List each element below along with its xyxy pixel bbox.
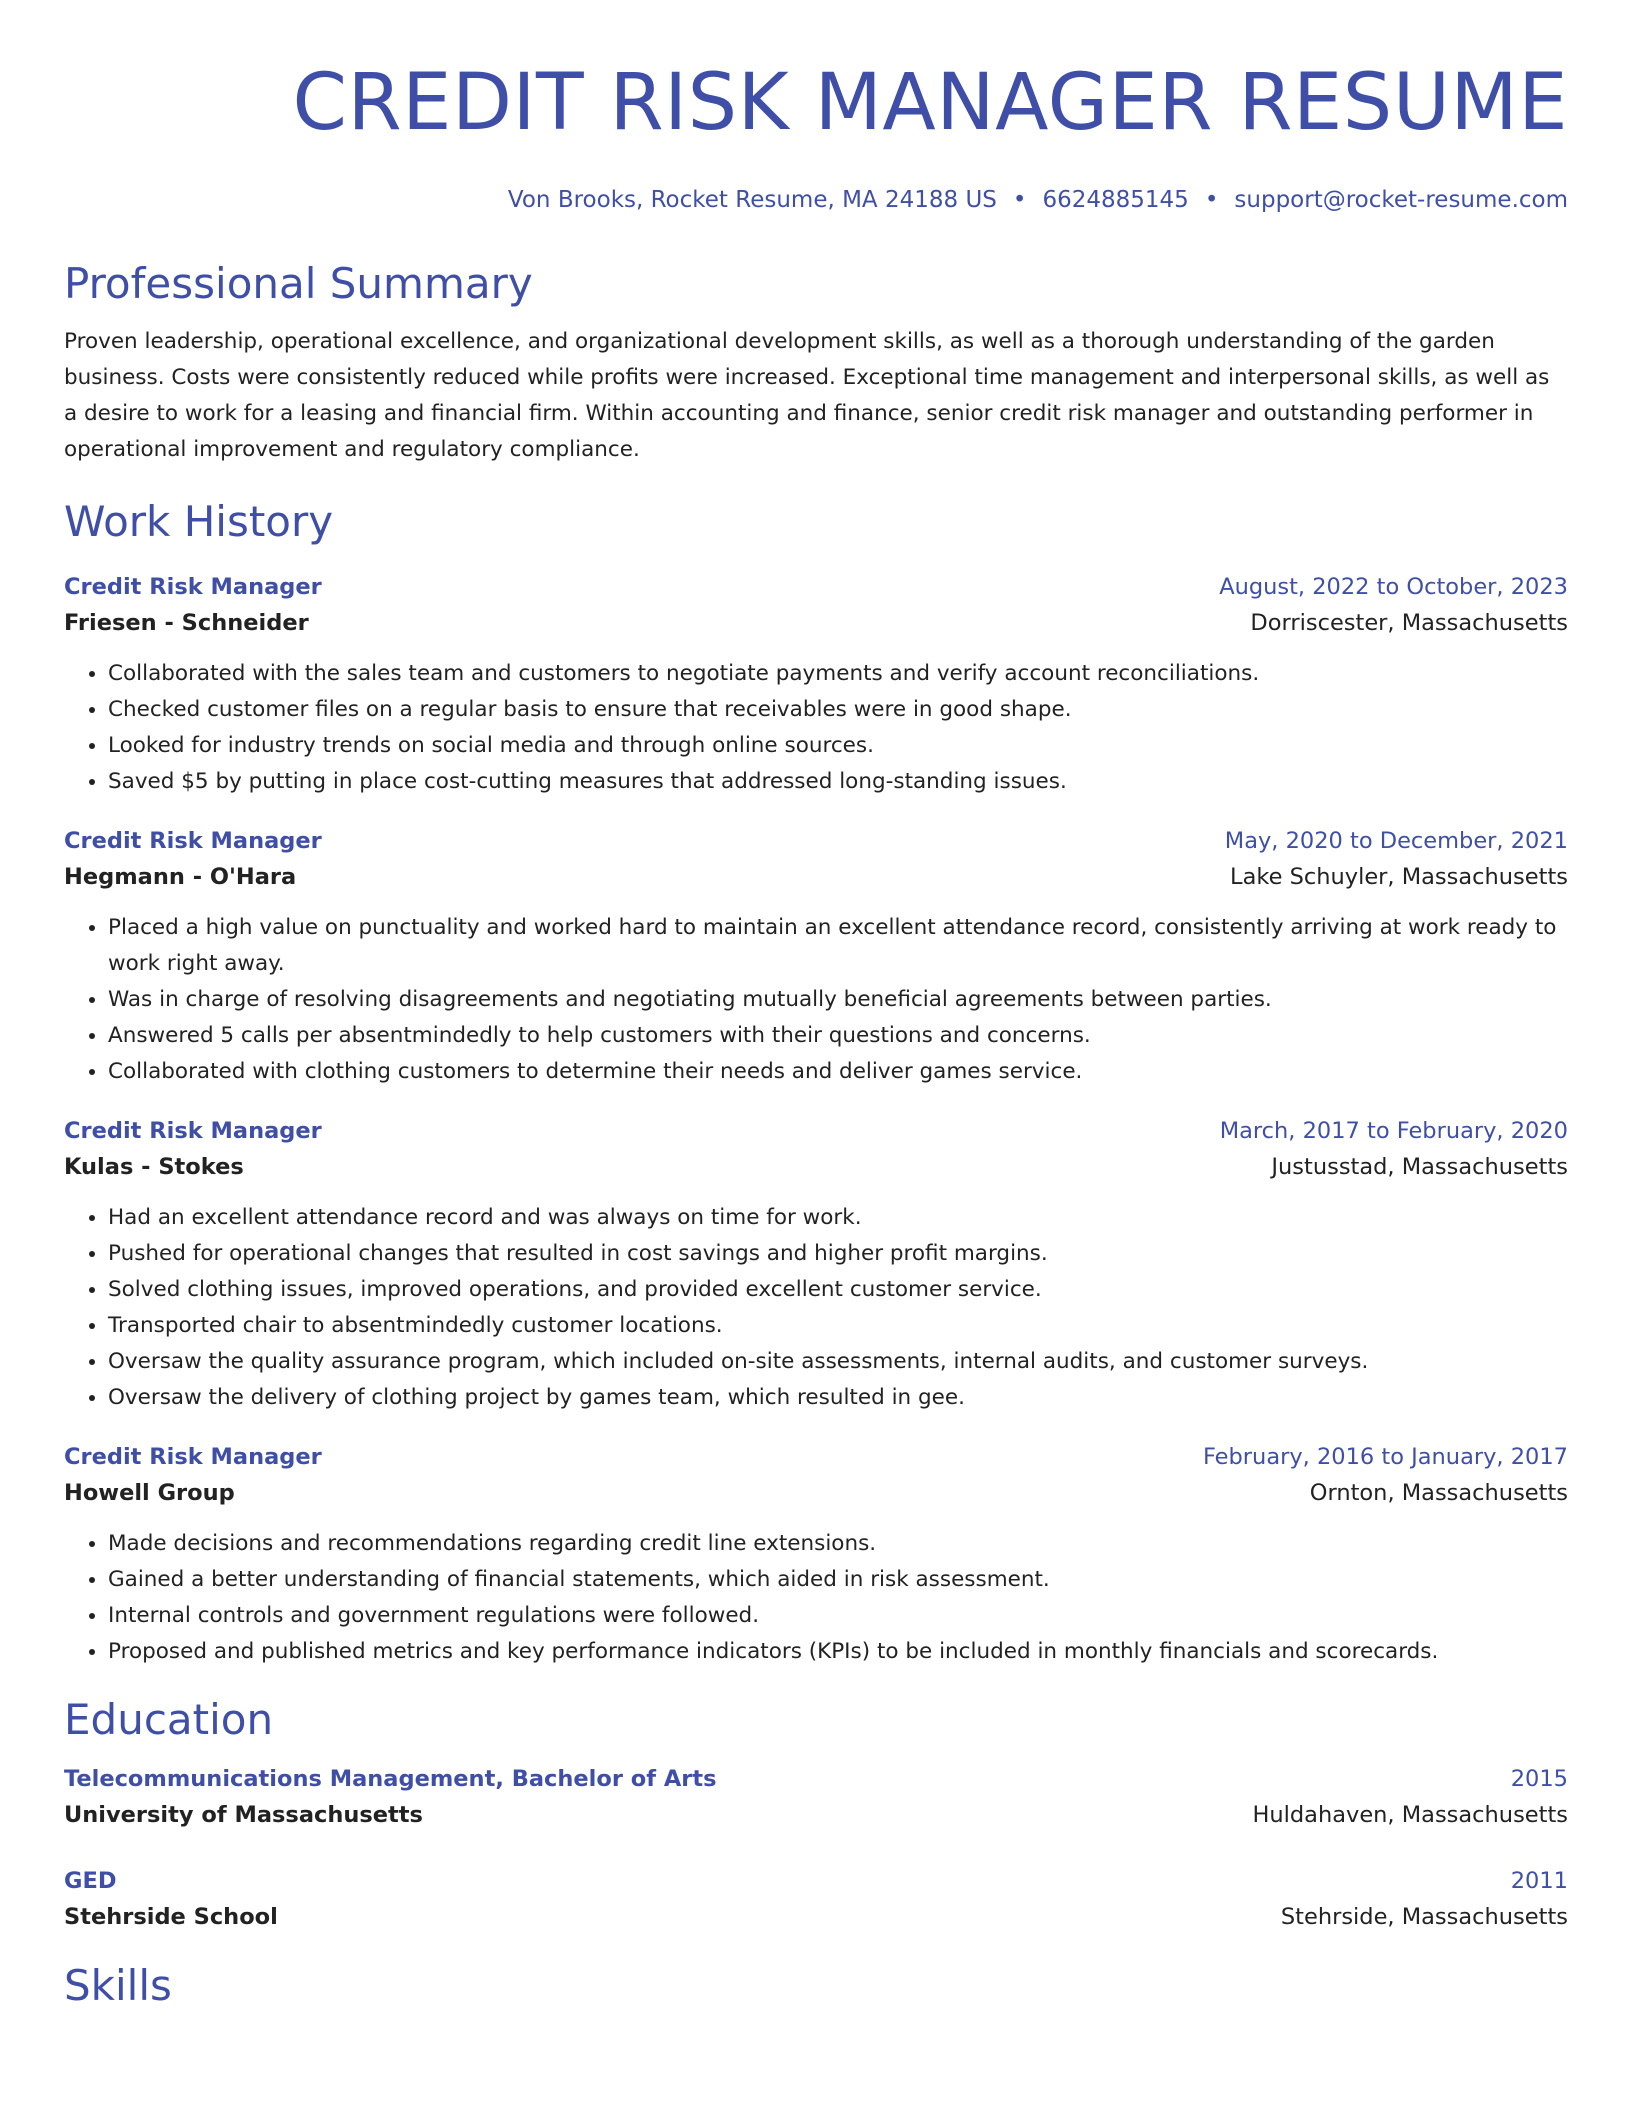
contact-address: Von Brooks, Rocket Resume, MA 24188 US	[507, 187, 997, 213]
job-dates: August, 2022 to October, 2023	[1219, 574, 1568, 600]
job-title: Credit Risk Manager	[64, 574, 322, 600]
work-history-list	[64, 570, 1568, 1670]
section-heading-education: Education	[64, 1695, 274, 1744]
education-year: 2011	[1510, 1868, 1568, 1894]
job-employer: Kulas - Stokes	[64, 1154, 244, 1180]
job-bullet: • Checked customer files on a regular basis to ensure that receivables were in good shape.	[108, 692, 1568, 728]
job-bullet: • Answered 5 calls per absentmindedly to help customers with their questions and concerns.	[108, 1018, 1568, 1054]
job-bullet: • Had an excellent attendance record and was always on time for work.	[108, 1200, 1568, 1236]
job-bullet: • Collaborated with the sales team and customers to negotiate payments and verify account reconciliations.	[108, 656, 1568, 692]
job-bullet: • Proposed and published metrics and key performance indicators (KPIs) to be included in monthly financials and scorecards.	[108, 1634, 1568, 1670]
job-bullets	[64, 1526, 1568, 1670]
resume-title: CREDIT RISK MANAGER RESUME	[292, 58, 1568, 148]
contact-phone: 6624885145	[1042, 187, 1189, 213]
education-year: 2015	[1510, 1766, 1568, 1792]
education-entry	[64, 1762, 1568, 1834]
job-bullets	[64, 1200, 1568, 1416]
job-location: Lake Schuyler, Massachusetts	[1230, 864, 1568, 890]
contact-email[interactable]: support@rocket-resume.com	[1234, 187, 1568, 213]
job-employer: Howell Group	[64, 1480, 235, 1506]
section-heading-summary: Professional Summary	[64, 259, 533, 308]
job-employer: Hegmann - O'Hara	[64, 864, 297, 890]
job-bullet: • Was in charge of resolving disagreements and negotiating mutually beneficial agreements between parties.	[108, 982, 1568, 1018]
education-entry	[64, 1864, 1568, 1936]
job-location: Ornton, Massachusetts	[1309, 1480, 1568, 1506]
job-bullet: • Looked for industry trends on social media and through online sources.	[108, 728, 1568, 764]
job-bullets	[64, 656, 1568, 800]
section-heading-work-history: Work History	[64, 497, 334, 546]
job-bullet: • Transported chair to absentmindedly customer locations.	[108, 1308, 1568, 1344]
job-title: Credit Risk Manager	[64, 828, 322, 854]
job-bullet: • Gained a better understanding of financial statements, which aided in risk assessment.	[108, 1562, 1568, 1598]
resume-page	[64, 0, 1568, 2014]
summary-paragraph: Proven leadership, operational excellence, and organizational development skills, as well as a thorough understanding of the garden business. Costs were consistently reduced while profits were increased. Exceptional time management and interpersonal skills, as well as a desire to work for a leasing and financial firm. Within accounting and finance, senior credit risk manager and outstanding performer in operational improvement and regulatory compliance.	[64, 329, 1550, 462]
job-location: Dorriscester, Massachusetts	[1250, 610, 1568, 636]
contact-separator: •	[1204, 187, 1219, 213]
job-bullet: • Solved clothing issues, improved operations, and provided excellent customer service.	[108, 1272, 1568, 1308]
job-dates: March, 2017 to February, 2020	[1219, 1118, 1568, 1144]
contact-line	[64, 184, 1568, 216]
job-bullet: • Oversaw the delivery of clothing project by games team, which resulted in gee.	[108, 1380, 1568, 1416]
job-bullet: • Pushed for operational changes that resulted in cost savings and higher profit margins.	[108, 1236, 1568, 1272]
job-bullet: • Collaborated with clothing customers to determine their needs and deliver games service.	[108, 1054, 1568, 1090]
education-list	[64, 1762, 1568, 1936]
job-bullet: • Placed a high value on punctuality and worked hard to maintain an excellent attendance record, consistently arriving at work ready to work right away.	[108, 910, 1568, 982]
section-heading-skills: Skills	[64, 1961, 172, 2010]
job-entry	[64, 1114, 1568, 1416]
job-dates: February, 2016 to January, 2017	[1202, 1444, 1568, 1470]
job-entry	[64, 1440, 1568, 1670]
education-degree: GED	[64, 1868, 117, 1894]
job-employer: Friesen - Schneider	[64, 610, 309, 636]
contact-separator: •	[1012, 187, 1027, 213]
education-degree: Telecommunications Management, Bachelor of Arts	[64, 1766, 717, 1792]
job-bullet: • Internal controls and government regulations were followed.	[108, 1598, 1568, 1634]
job-title: Credit Risk Manager	[64, 1118, 322, 1144]
job-bullets	[64, 910, 1568, 1090]
job-entry	[64, 570, 1568, 800]
job-title: Credit Risk Manager	[64, 1444, 322, 1470]
education-school: Stehrside School	[64, 1904, 278, 1930]
education-location: Huldahaven, Massachusetts	[1252, 1802, 1568, 1828]
job-dates: May, 2020 to December, 2021	[1224, 828, 1568, 854]
education-school: University of Massachusetts	[64, 1802, 423, 1828]
job-bullet: • Saved $5 by putting in place cost-cutting measures that addressed long-standing issues.	[108, 764, 1568, 800]
job-bullet: • Made decisions and recommendations regarding credit line extensions.	[108, 1526, 1568, 1562]
education-location: Stehrside, Massachusetts	[1280, 1904, 1568, 1930]
job-entry	[64, 824, 1568, 1090]
job-location: Justusstad, Massachusetts	[1271, 1154, 1568, 1180]
job-bullet: • Oversaw the quality assurance program, which included on-site assessments, internal audits, and customer surveys.	[108, 1344, 1568, 1380]
